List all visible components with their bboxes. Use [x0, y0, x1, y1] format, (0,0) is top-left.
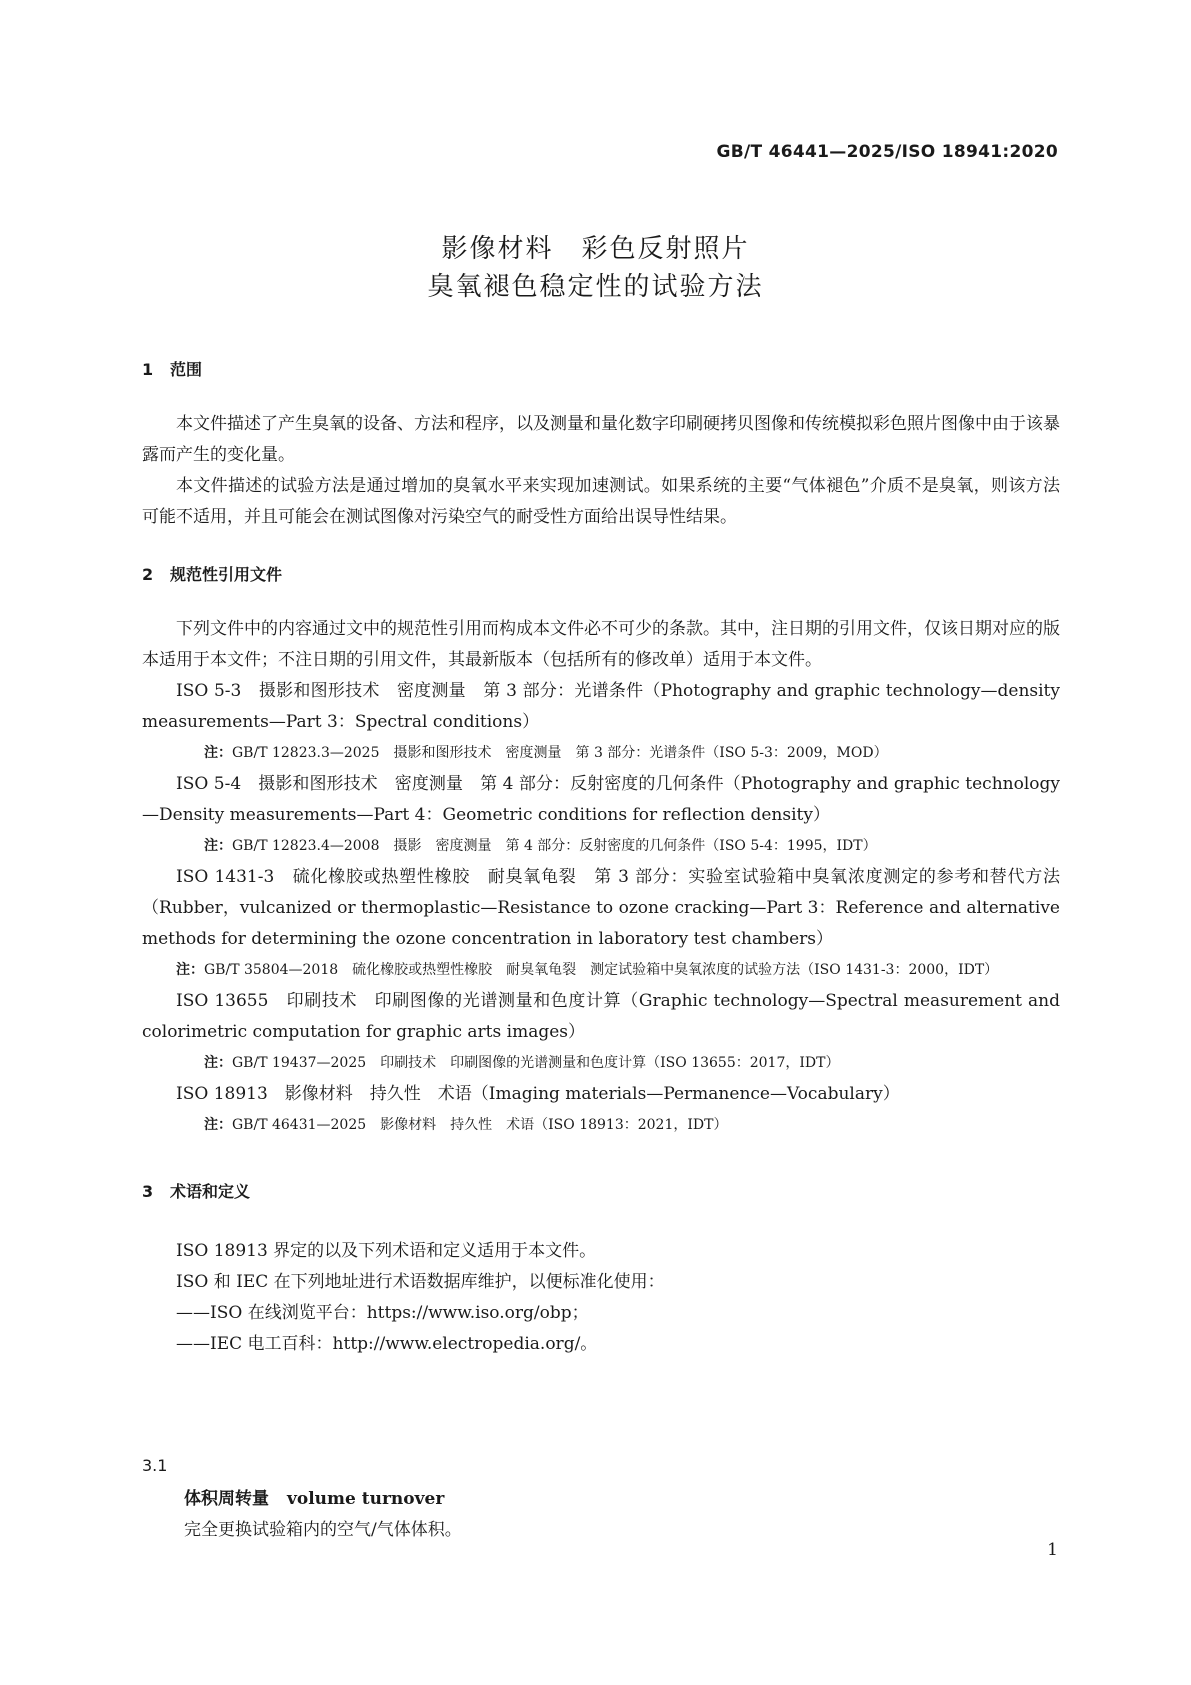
reference-iso-18913: ISO 18913 影像材料 持久性 术语（Imaging materials—Permanence—Vocabulary）	[176, 1084, 900, 1104]
document-id-header: GB/T 46441—2025/ISO 18941:2020	[716, 142, 1058, 162]
section-number: 2	[142, 565, 154, 584]
section-number: 1	[142, 360, 154, 379]
reference-iso-5-3: ISO 5-3 摄影和图形技术 密度测量 第 3 部分：光谱条件（Photography and graphic technology—density measurements—Part 3：Spectral conditions）	[142, 681, 1060, 732]
term-entry	[184, 1484, 462, 1546]
reference-iso-5-4: ISO 5-4 摄影和图形技术 密度测量 第 4 部分：反射密度的几何条件（Photography and graphic technology—Density measurements—Part 4：Geometric conditions for reflection density）	[142, 774, 1060, 825]
section-3-heading	[142, 1179, 250, 1202]
section-1-heading	[142, 357, 202, 380]
term-english: volume turnover	[287, 1489, 445, 1509]
reference-note	[142, 1110, 1060, 1141]
note-label: 注：	[204, 1117, 232, 1133]
reference-note	[142, 831, 1060, 862]
note-label: 注：	[204, 1055, 232, 1071]
section-title: 术语和定义	[170, 1182, 251, 1201]
terms-intro-1: ISO 18913 界定的以及下列术语和定义适用于本文件。	[176, 1241, 597, 1261]
term-definition: 完全更换试验箱内的空气/气体体积。	[184, 1520, 462, 1540]
reference-iso-13655: ISO 13655 印刷技术 印刷图像的光谱测量和色度计算（Graphic technology—Spectral measurement and colorimetric computation for graphic arts images）	[142, 991, 1060, 1042]
terms-intro-2: ISO 和 IEC 在下列地址进行术语数据库维护，以便标准化使用：	[176, 1272, 665, 1292]
reference-note	[142, 955, 1060, 986]
section-title: 范围	[170, 360, 203, 379]
note-text: GB/T 35804—2018 硫化橡胶或热塑性橡胶 耐臭氧龟裂 测定试验箱中臭氧浓度的试验方法（ISO 1431-3：2000，IDT）	[204, 962, 999, 978]
term-number: 3.1	[142, 1456, 168, 1475]
database-item-iso: ——ISO 在线浏览平台：https://www.iso.org/obp；	[176, 1303, 589, 1323]
normative-intro: 下列文件中的内容通过文中的规范性引用而构成本文件必不可少的条款。其中，注日期的引用文件，仅该日期对应的版本适用于本文件；不注日期的引用文件，其最新版本（包括所有的修改单）适用于本文件。	[142, 619, 1060, 670]
note-label: 注：	[204, 838, 232, 854]
scope-paragraph-2: 本文件描述的试验方法是通过增加的臭氧水平来实现加速测试。如果系统的主要“气体褪色”介质不是臭氧，则该方法可能不适用，并且可能会在测试图像对污染空气的耐受性方面给出误导性结果。	[142, 476, 1060, 527]
note-text: GB/T 19437—2025 印刷技术 印刷图像的光谱测量和色度计算（ISO 13655：2017，IDT）	[232, 1055, 840, 1071]
reference-iso-1431-3: ISO 1431-3 硫化橡胶或热塑性橡胶 耐臭氧龟裂 第 3 部分：实验室试验箱中臭氧浓度测定的参考和替代方法（Rubber，vulcanized or thermoplastic—Resistance to ozone cracking—Part 3：Reference and alternative methods for determining the ozone concentration in laboratory test chambers）	[142, 867, 1060, 949]
database-item-iec: ——IEC 电工百科：http://www.electropedia.org/。	[176, 1334, 598, 1354]
reference-note	[142, 1048, 1060, 1079]
section-number: 3	[142, 1182, 154, 1201]
term-chinese: 体积周转量	[184, 1489, 269, 1509]
scope-text	[142, 409, 1060, 533]
note-label: 注：	[176, 962, 204, 978]
scope-paragraph-1: 本文件描述了产生臭氧的设备、方法和程序，以及测量和量化数字印刷硬拷贝图像和传统模拟彩色照片图像中由于该暴露而产生的变化量。	[142, 414, 1060, 465]
title-line-2: 臭氧褪色稳定性的试验方法	[427, 272, 764, 302]
title-line-1: 影像材料 彩色反射照片	[441, 234, 750, 264]
reference-note	[142, 738, 1060, 769]
note-text: GB/T 12823.3—2025 摄影和图形技术 密度测量 第 3 部分：光谱条件（ISO 5-3：2009，MOD）	[232, 745, 888, 761]
note-text: GB/T 46431—2025 影像材料 持久性 术语（ISO 18913：2021，IDT）	[232, 1117, 728, 1133]
section-2-heading	[142, 562, 282, 585]
note-label: 注：	[204, 745, 232, 761]
section-title: 规范性引用文件	[170, 565, 283, 584]
normative-references	[142, 614, 1060, 1141]
note-text: GB/T 12823.4—2008 摄影 密度测量 第 4 部分：反射密度的几何条件（ISO 5-4：1995，IDT）	[232, 838, 877, 854]
page-number: 1	[1047, 1540, 1058, 1560]
terms-intro	[142, 1236, 1060, 1360]
